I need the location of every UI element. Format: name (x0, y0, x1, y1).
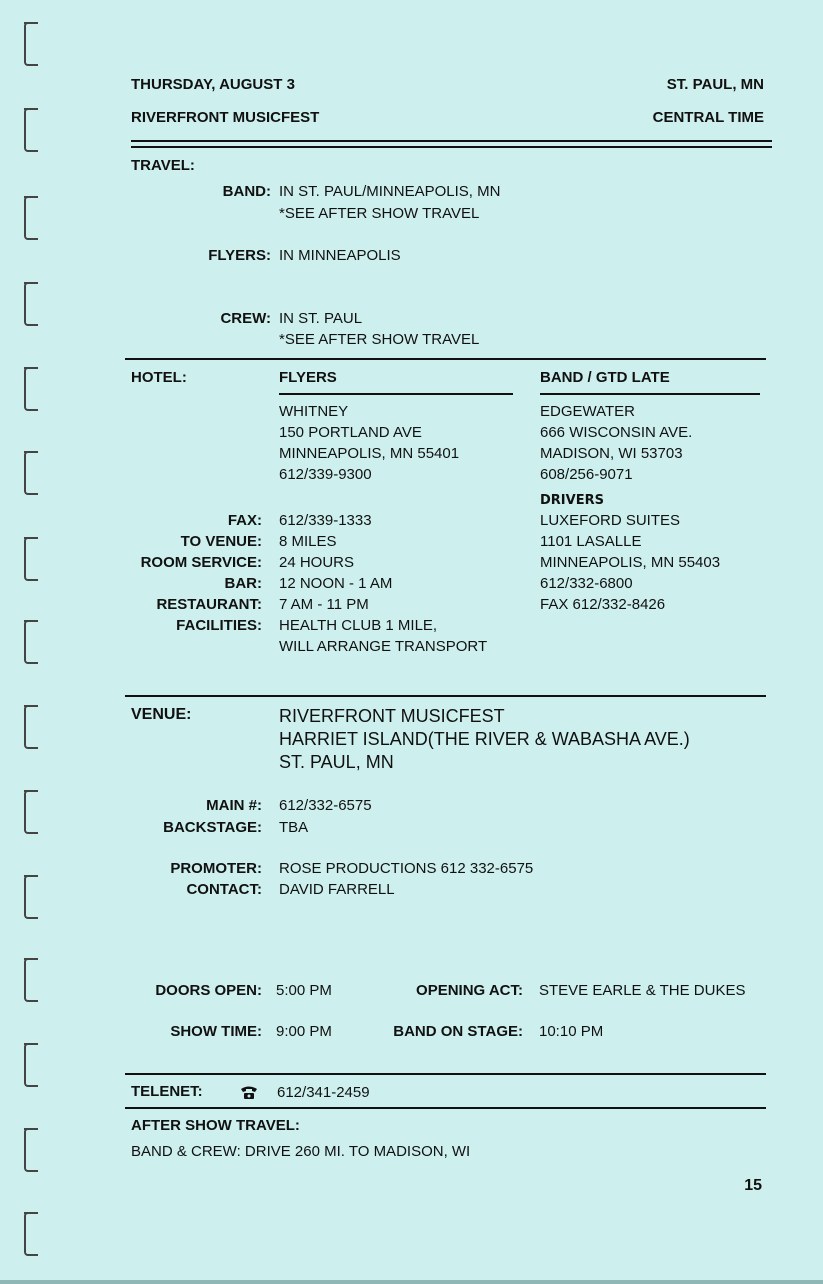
binder-ring (24, 1212, 38, 1256)
flyers-hotel-line: WHITNEY (279, 403, 349, 420)
venue-contact-value: DAVID FARRELL (279, 881, 395, 898)
drivers-hotel-line: FAX 612/332-8426 (540, 596, 666, 613)
hotel-detail-label: FACILITIES: (176, 617, 262, 634)
venue-city: ST. PAUL, MN (279, 752, 394, 772)
binder-ring (24, 367, 38, 411)
venue-heading: VENUE: (131, 706, 192, 723)
venue-main-label: MAIN #: (206, 797, 262, 814)
doors-open-value: 5:00 PM (276, 982, 332, 999)
section-divider (125, 695, 766, 697)
binder-ring (24, 1043, 38, 1087)
band-hotel-line: 666 WISCONSIN AVE. (540, 424, 693, 441)
page-number: 15 (744, 1177, 762, 1194)
travel-flyers-label: FLYERS: (208, 247, 271, 264)
drivers-hotel-line: 612/332-6800 (540, 575, 633, 592)
telephone-icon (240, 1084, 258, 1104)
drivers-hotel-line: 1101 LASALLE (540, 533, 642, 550)
binder-ring (24, 790, 38, 834)
binder-ring (24, 1128, 38, 1172)
after-show-heading: AFTER SHOW TRAVEL: (131, 1117, 300, 1134)
hotel-flyers-column: FLYERS (279, 369, 337, 386)
hotel-detail-label: TO VENUE: (180, 533, 262, 550)
travel-flyers-value: IN MINNEAPOLIS (279, 247, 401, 264)
header-city: ST. PAUL, MN (666, 76, 764, 93)
hotel-detail-value: 12 NOON - 1 AM (279, 575, 393, 592)
travel-crew-label: CREW: (220, 310, 271, 327)
binder-ring (24, 537, 38, 581)
flyers-hotel-line: 612/339-9300 (279, 466, 372, 483)
band-hotel-line: MADISON, WI 53703 (540, 445, 683, 462)
hotel-detail-value: 7 AM - 11 PM (279, 596, 369, 613)
venue-contact-label: CONTACT: (186, 881, 262, 898)
binder-ring (24, 22, 38, 66)
hotel-heading: HOTEL: (131, 369, 187, 386)
hotel-detail-value: 24 HOURS (279, 554, 355, 571)
band-on-stage-label: BAND ON STAGE: (393, 1023, 523, 1040)
band-hotel-line: 608/256-9071 (540, 466, 633, 483)
hotel-detail-value: 612/339-1333 (279, 512, 372, 529)
column-underline (540, 393, 760, 395)
travel-heading: TRAVEL: (131, 157, 195, 174)
venue-location: HARRIET ISLAND(THE RIVER & WABASHA AVE.) (279, 729, 690, 749)
drivers-label: DRIVERS (540, 493, 604, 508)
opening-act-value: STEVE EARLE & THE DUKES (539, 982, 746, 999)
hotel-facilities-line2: WILL ARRANGE TRANSPORT (279, 638, 488, 655)
venue-name: RIVERFRONT MUSICFEST (279, 706, 505, 726)
hotel-detail-label: RESTAURANT: (156, 596, 262, 613)
hotel-detail-label: BAR: (224, 575, 262, 592)
drivers-hotel-line: LUXEFORD SUITES (540, 512, 681, 529)
after-show-text: BAND & CREW: DRIVE 260 MI. TO MADISON, WI (131, 1143, 471, 1160)
header-timezone: CENTRAL TIME (652, 109, 764, 126)
band-on-stage-value: 10:10 PM (539, 1023, 604, 1040)
flyers-hotel-line: 150 PORTLAND AVE (279, 424, 422, 441)
binder-ring (24, 108, 38, 152)
hotel-detail-value: 8 MILES (279, 533, 337, 550)
telenet-label: TELENET: (131, 1083, 203, 1100)
page-edge (0, 1280, 823, 1284)
section-divider (125, 1073, 766, 1075)
header-date: THURSDAY, AUGUST 3 (131, 76, 295, 93)
header-divider (131, 146, 772, 148)
band-hotel-line: EDGEWATER (540, 403, 636, 420)
header-event: RIVERFRONT MUSICFEST (131, 109, 320, 126)
venue-backstage-label: BACKSTAGE: (163, 819, 262, 836)
venue-promoter-label: PROMOTER: (170, 860, 262, 877)
binder-ring (24, 705, 38, 749)
travel-crew-line1: IN ST. PAUL (279, 310, 363, 327)
binder-ring (24, 875, 38, 919)
travel-band-line1: IN ST. PAUL/MINNEAPOLIS, MN (279, 183, 501, 200)
column-underline (279, 393, 513, 395)
binder-ring (24, 196, 38, 240)
binder-ring (24, 451, 38, 495)
binder-ring (24, 282, 38, 326)
show-time-value: 9:00 PM (276, 1023, 332, 1040)
travel-crew-line2: *SEE AFTER SHOW TRAVEL (279, 331, 480, 348)
binder-ring (24, 620, 38, 664)
doors-open-label: DOORS OPEN: (155, 982, 262, 999)
flyers-hotel-line: MINNEAPOLIS, MN 55401 (279, 445, 460, 462)
hotel-detail-value: HEALTH CLUB 1 MILE, (279, 617, 438, 634)
opening-act-label: OPENING ACT: (416, 982, 523, 999)
venue-promoter-value: ROSE PRODUCTIONS 612 332-6575 (279, 860, 534, 877)
hotel-band-column: BAND / GTD LATE (540, 369, 670, 386)
binder-ring (24, 958, 38, 1002)
section-divider (125, 358, 766, 360)
venue-main-phone: 612/332-6575 (279, 797, 372, 814)
hotel-detail-label: ROOM SERVICE: (140, 554, 262, 571)
travel-band-line2: *SEE AFTER SHOW TRAVEL (279, 205, 480, 222)
hotel-detail-label: FAX: (227, 512, 262, 529)
telenet-phone: 612/341-2459 (277, 1084, 370, 1101)
section-divider (125, 1107, 766, 1109)
travel-band-label: BAND: (222, 183, 271, 200)
header-divider (131, 140, 772, 142)
show-time-label: SHOW TIME: (170, 1023, 262, 1040)
venue-backstage-value: TBA (279, 819, 309, 836)
drivers-hotel-line: MINNEAPOLIS, MN 55403 (540, 554, 721, 571)
